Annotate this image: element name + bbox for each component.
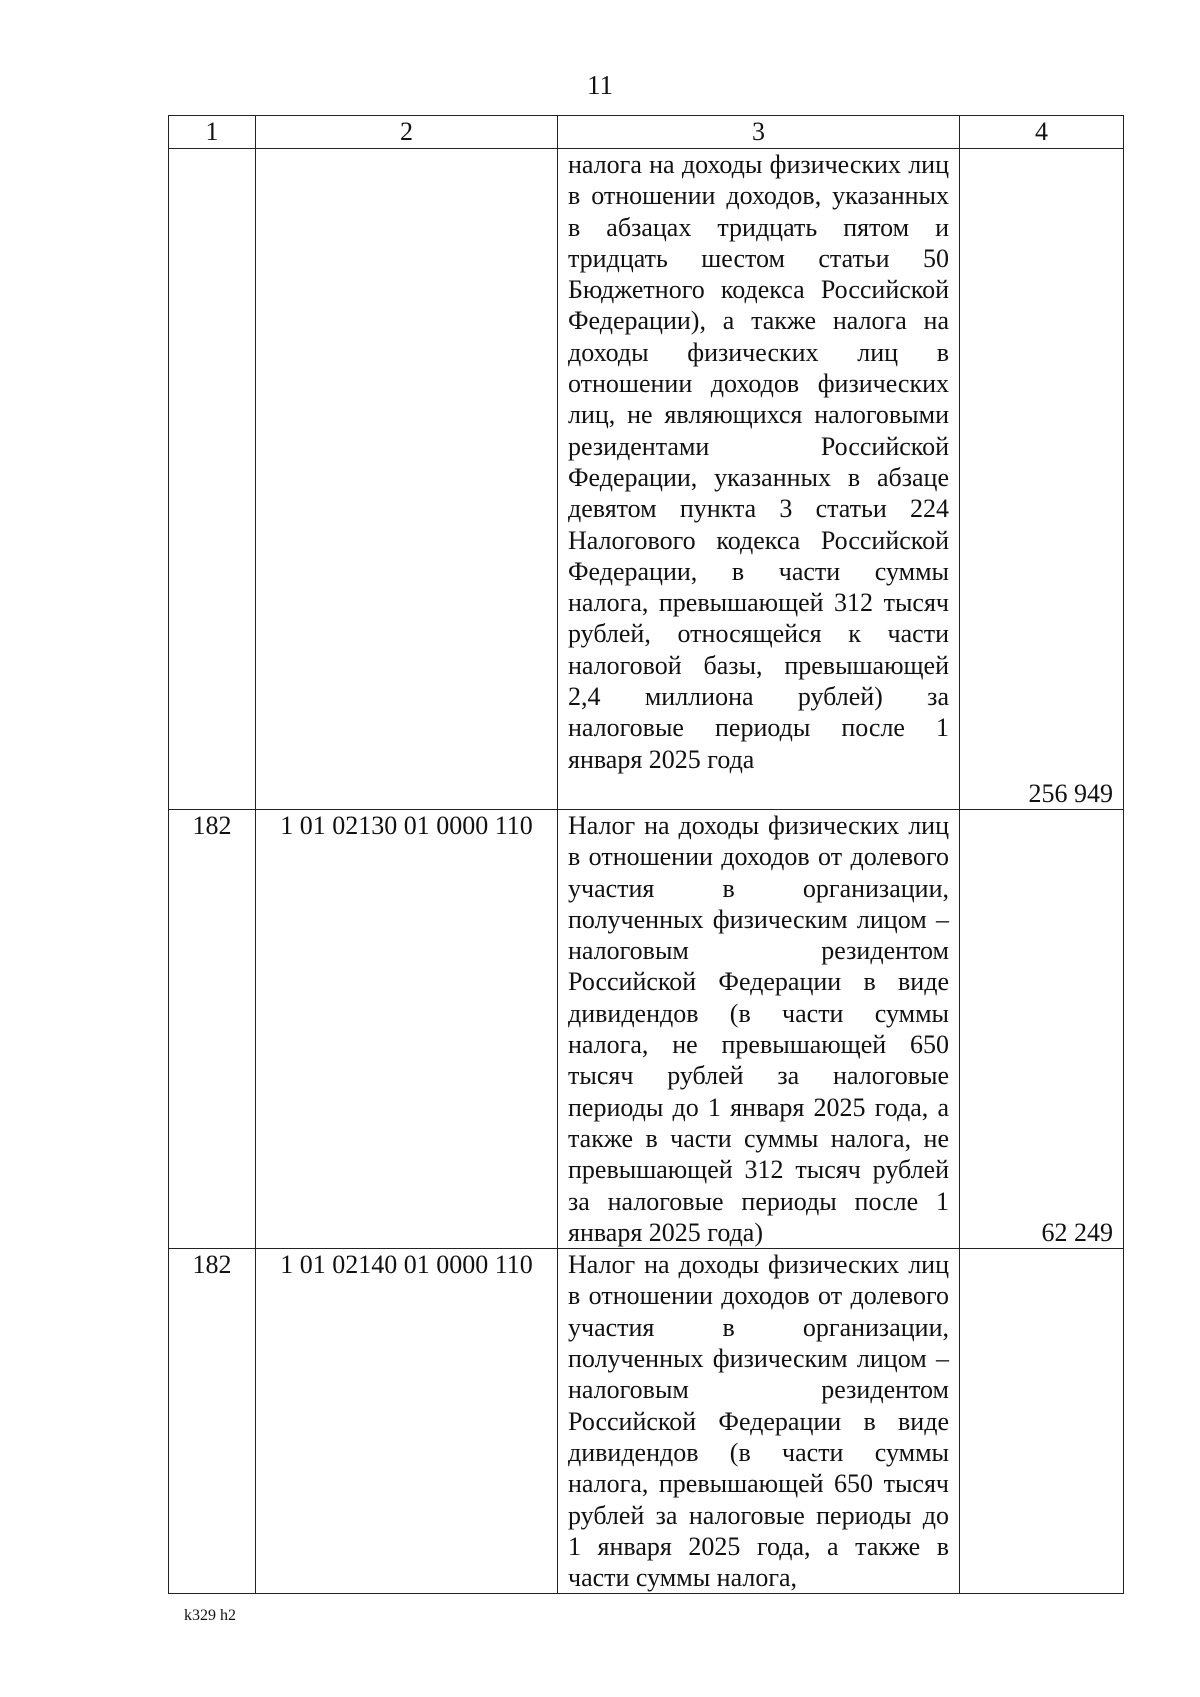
table-header-row	[169, 116, 1124, 149]
budget-revenue-table	[168, 115, 1124, 1594]
table-row	[169, 810, 1124, 1249]
admin-code-cell: 182	[169, 1249, 256, 1594]
table-row	[169, 1249, 1124, 1594]
amount-cell	[960, 1249, 1124, 1594]
document-footer-code: k329 h2	[184, 1607, 236, 1624]
column-header-2: 2	[256, 116, 558, 149]
column-header-3: 3	[558, 116, 960, 149]
description-cell: Налог на доходы физических лиц в отношении доходов от долевого участия в организации, полученных физическим лицом – налоговым резидентом Российской Федерации в виде дивидендов (в части суммы налога, превышающей 650 тысяч рублей за налоговые периоды до 1 января 2025 года, а также в части суммы налога,	[558, 1249, 960, 1594]
description-cell: Налог на доходы физических лиц в отношении доходов от долевого участия в организации, полученных физическим лицом – налоговым резидентом Российской Федерации в виде дивидендов (в части суммы налога, не превышающей 650 тысяч рублей за налоговые периоды до 1 января 2025 года, а также в части суммы налога, не превышающей 312 тысяч рублей за налоговые периоды после 1 января 2025 года)	[558, 810, 960, 1249]
amount-cell: 62 249	[960, 810, 1124, 1249]
description-cell: налога на доходы физических лиц в отношении доходов, указанных в абзацах тридцать пятом и тридцать шестом статьи 50 Бюджетного кодекса Российской Федерации), а также налога на доходы физических лиц в отношении доходов физических лиц, не являющихся налоговыми резидентами Российской Федерации, указанных в абзаце девятом пункта 3 статьи 224 Налогового кодекса Российской Федерации, в части суммы налога, превышающей 312 тысяч рублей, относящейся к части налоговой базы, превышающей 2,4 миллиона рублей) за налоговые периоды после 1 января 2025 года	[558, 149, 960, 810]
page-number: 11	[587, 70, 613, 100]
table-row	[169, 149, 1124, 810]
kbk-code-cell	[256, 149, 558, 810]
kbk-code-cell: 1 01 02140 01 0000 110	[256, 1249, 558, 1594]
admin-code-cell	[169, 149, 256, 810]
kbk-code-cell: 1 01 02130 01 0000 110	[256, 810, 558, 1249]
admin-code-cell: 182	[169, 810, 256, 1249]
column-header-1: 1	[169, 116, 256, 149]
amount-cell: 256 949	[960, 149, 1124, 810]
column-header-4: 4	[960, 116, 1124, 149]
